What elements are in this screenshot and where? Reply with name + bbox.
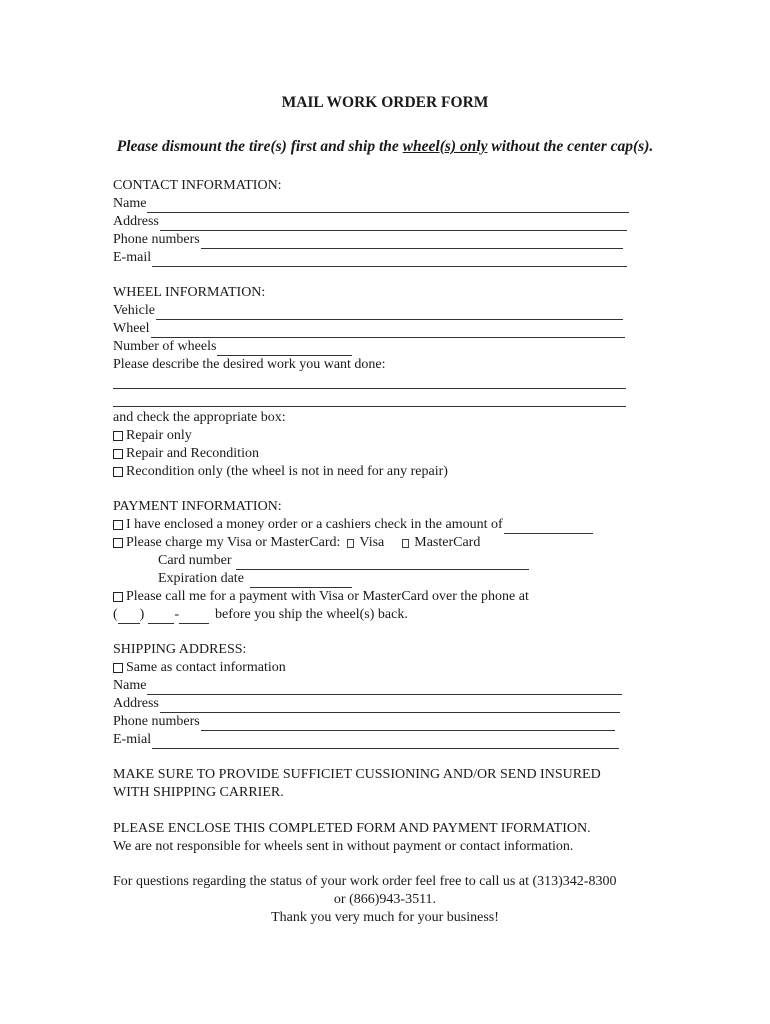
contact-phone-field[interactable] [201, 235, 623, 249]
contact-email-label: E-mail [113, 250, 152, 265]
option-recondition-row [113, 463, 448, 481]
questions-line2: or (866)943-3511. [333, 892, 437, 907]
describe-line-2[interactable] [113, 406, 626, 407]
contact-heading-text: CONTACT INFORMATION: [113, 178, 282, 193]
shipping-heading-text: SHIPPING ADDRESS: [113, 642, 247, 657]
wheel-number-label: Number of wheels [113, 339, 217, 354]
wheel-number-field[interactable] [217, 342, 352, 356]
wheel-vehicle-row [113, 302, 623, 320]
payment-call-row [113, 588, 529, 606]
same-as-contact-label: Same as contact information [126, 660, 286, 675]
subtitle-part1: Please dismount the tire(s) first and ship the [116, 138, 403, 155]
recondition-only-label: Recondition only (the wheel is not in need for any repair) [126, 464, 448, 479]
contact-email-row [113, 249, 627, 267]
shipping-email-label: E-mial [113, 732, 152, 747]
call-me-checkbox[interactable] [113, 592, 123, 602]
repair-only-checkbox[interactable] [113, 431, 123, 441]
shipping-phone-field[interactable] [201, 717, 615, 731]
cushion-note-line1 [113, 766, 601, 784]
shipping-phone-label: Phone numbers [113, 714, 200, 729]
recondition-only-checkbox[interactable] [113, 467, 123, 477]
same-as-contact-checkbox[interactable] [113, 663, 123, 673]
enclose-note-text1: PLEASE ENCLOSE THIS COMPLETED FORM AND PAYMENT IFORMATION. [113, 821, 591, 836]
enclose-note-line1 [113, 820, 591, 838]
phone-dash: - [174, 607, 180, 622]
cushion-note-text2: WITH SHIPPING CARRIER. [113, 785, 284, 800]
visa-checkbox[interactable] [347, 539, 354, 548]
area-close-paren: ) [139, 607, 145, 622]
card-number-field[interactable] [236, 556, 529, 570]
phone-prefix-field[interactable] [148, 610, 174, 624]
area-code-field[interactable] [118, 610, 140, 624]
enclose-note-text2: We are not responsible for wheels sent in without payment or contact information. [113, 839, 574, 854]
subtitle-underlined: wheel(s) only [402, 138, 488, 155]
visa-label: Visa [359, 535, 385, 550]
contact-name-label: Name [113, 196, 147, 211]
repair-recondition-checkbox[interactable] [113, 449, 123, 459]
shipping-phone-row [113, 713, 615, 731]
enclosed-checkbox[interactable] [113, 520, 123, 530]
wheel-check-row [113, 409, 286, 427]
mastercard-checkbox[interactable] [402, 539, 409, 548]
mastercard-label: MasterCard [414, 535, 481, 550]
wheel-number-row [113, 338, 352, 356]
shipping-same-row [113, 659, 286, 677]
wheel-vehicle-field[interactable] [156, 306, 623, 320]
contact-name-field[interactable] [147, 199, 629, 213]
wheel-heading [113, 284, 265, 302]
contact-phone-row [113, 231, 623, 249]
wheel-wheel-field[interactable] [151, 324, 625, 338]
wheel-wheel-row [113, 320, 625, 338]
area-open-paren: ( [113, 607, 118, 622]
contact-address-label: Address [113, 214, 159, 229]
shipping-address-field[interactable] [160, 699, 620, 713]
option-repair-recondition-row [113, 445, 259, 463]
payment-enclosed-row [113, 516, 593, 534]
card-number-label: Card number [158, 553, 232, 568]
wheel-check-label: and check the appropriate box: [113, 410, 286, 425]
contact-email-field[interactable] [152, 253, 627, 267]
repair-recondition-label: Repair and Recondition [126, 446, 259, 461]
enclosed-amount-field[interactable] [504, 520, 593, 534]
expiration-field[interactable] [250, 574, 352, 588]
charge-card-label: Please charge my Visa or MasterCard: [126, 535, 341, 550]
thanks-line: Thank you very much for your business! [271, 910, 499, 925]
shipping-address-label: Address [113, 696, 159, 711]
questions-text1: For questions regarding the status of your work order feel free to call us at (313)342-8300 [113, 874, 617, 889]
contact-heading [113, 177, 282, 195]
wheel-heading-text: WHEEL INFORMATION: [113, 285, 266, 300]
enclosed-label: I have enclosed a money order or a cashiers check in the amount of [126, 517, 503, 532]
charge-card-checkbox[interactable] [113, 538, 123, 548]
payment-heading [113, 498, 282, 516]
form-subtitle [100, 136, 670, 158]
payment-charge-row [113, 534, 480, 552]
wheel-describe-row [113, 356, 386, 374]
card-number-row [158, 552, 529, 570]
wheel-vehicle-label: Vehicle [113, 303, 155, 318]
subtitle-part2: without the center cap(s). [487, 138, 654, 155]
contact-name-row [113, 195, 629, 213]
shipping-address-row [113, 695, 620, 713]
call-me-label: Please call me for a payment with Visa or MasterCard over the phone at [126, 589, 529, 604]
phone-tail-label: before you ship the wheel(s) back. [215, 607, 408, 622]
contact-address-field[interactable] [160, 217, 627, 231]
describe-line-1[interactable] [113, 388, 626, 389]
shipping-name-label: Name [113, 678, 147, 693]
cushion-note-text1: MAKE SURE TO PROVIDE SUFFICIET CUSSIONING AND/OR SEND INSURED [113, 767, 601, 782]
shipping-email-row [113, 731, 619, 749]
expiration-row [158, 570, 352, 588]
form-title: MAIL WORK ORDER FORM [281, 94, 489, 111]
shipping-email-field[interactable] [152, 735, 619, 749]
phone-entry-row [113, 606, 408, 624]
wheel-wheel-label: Wheel [113, 321, 150, 336]
cushion-note-line2 [113, 784, 284, 802]
shipping-name-row [113, 677, 622, 695]
shipping-heading [113, 641, 246, 659]
repair-only-label: Repair only [126, 428, 192, 443]
payment-heading-text: PAYMENT INFORMATION: [113, 499, 282, 514]
questions-line1 [113, 873, 616, 891]
contact-address-row [113, 213, 627, 231]
expiration-label: Expiration date [158, 571, 244, 586]
phone-line-field[interactable] [179, 610, 209, 624]
shipping-name-field[interactable] [147, 681, 622, 695]
option-repair-row [113, 427, 192, 445]
contact-phone-label: Phone numbers [113, 232, 200, 247]
wheel-describe-label: Please describe the desired work you want done: [113, 357, 386, 372]
enclose-note-line2 [113, 838, 573, 856]
